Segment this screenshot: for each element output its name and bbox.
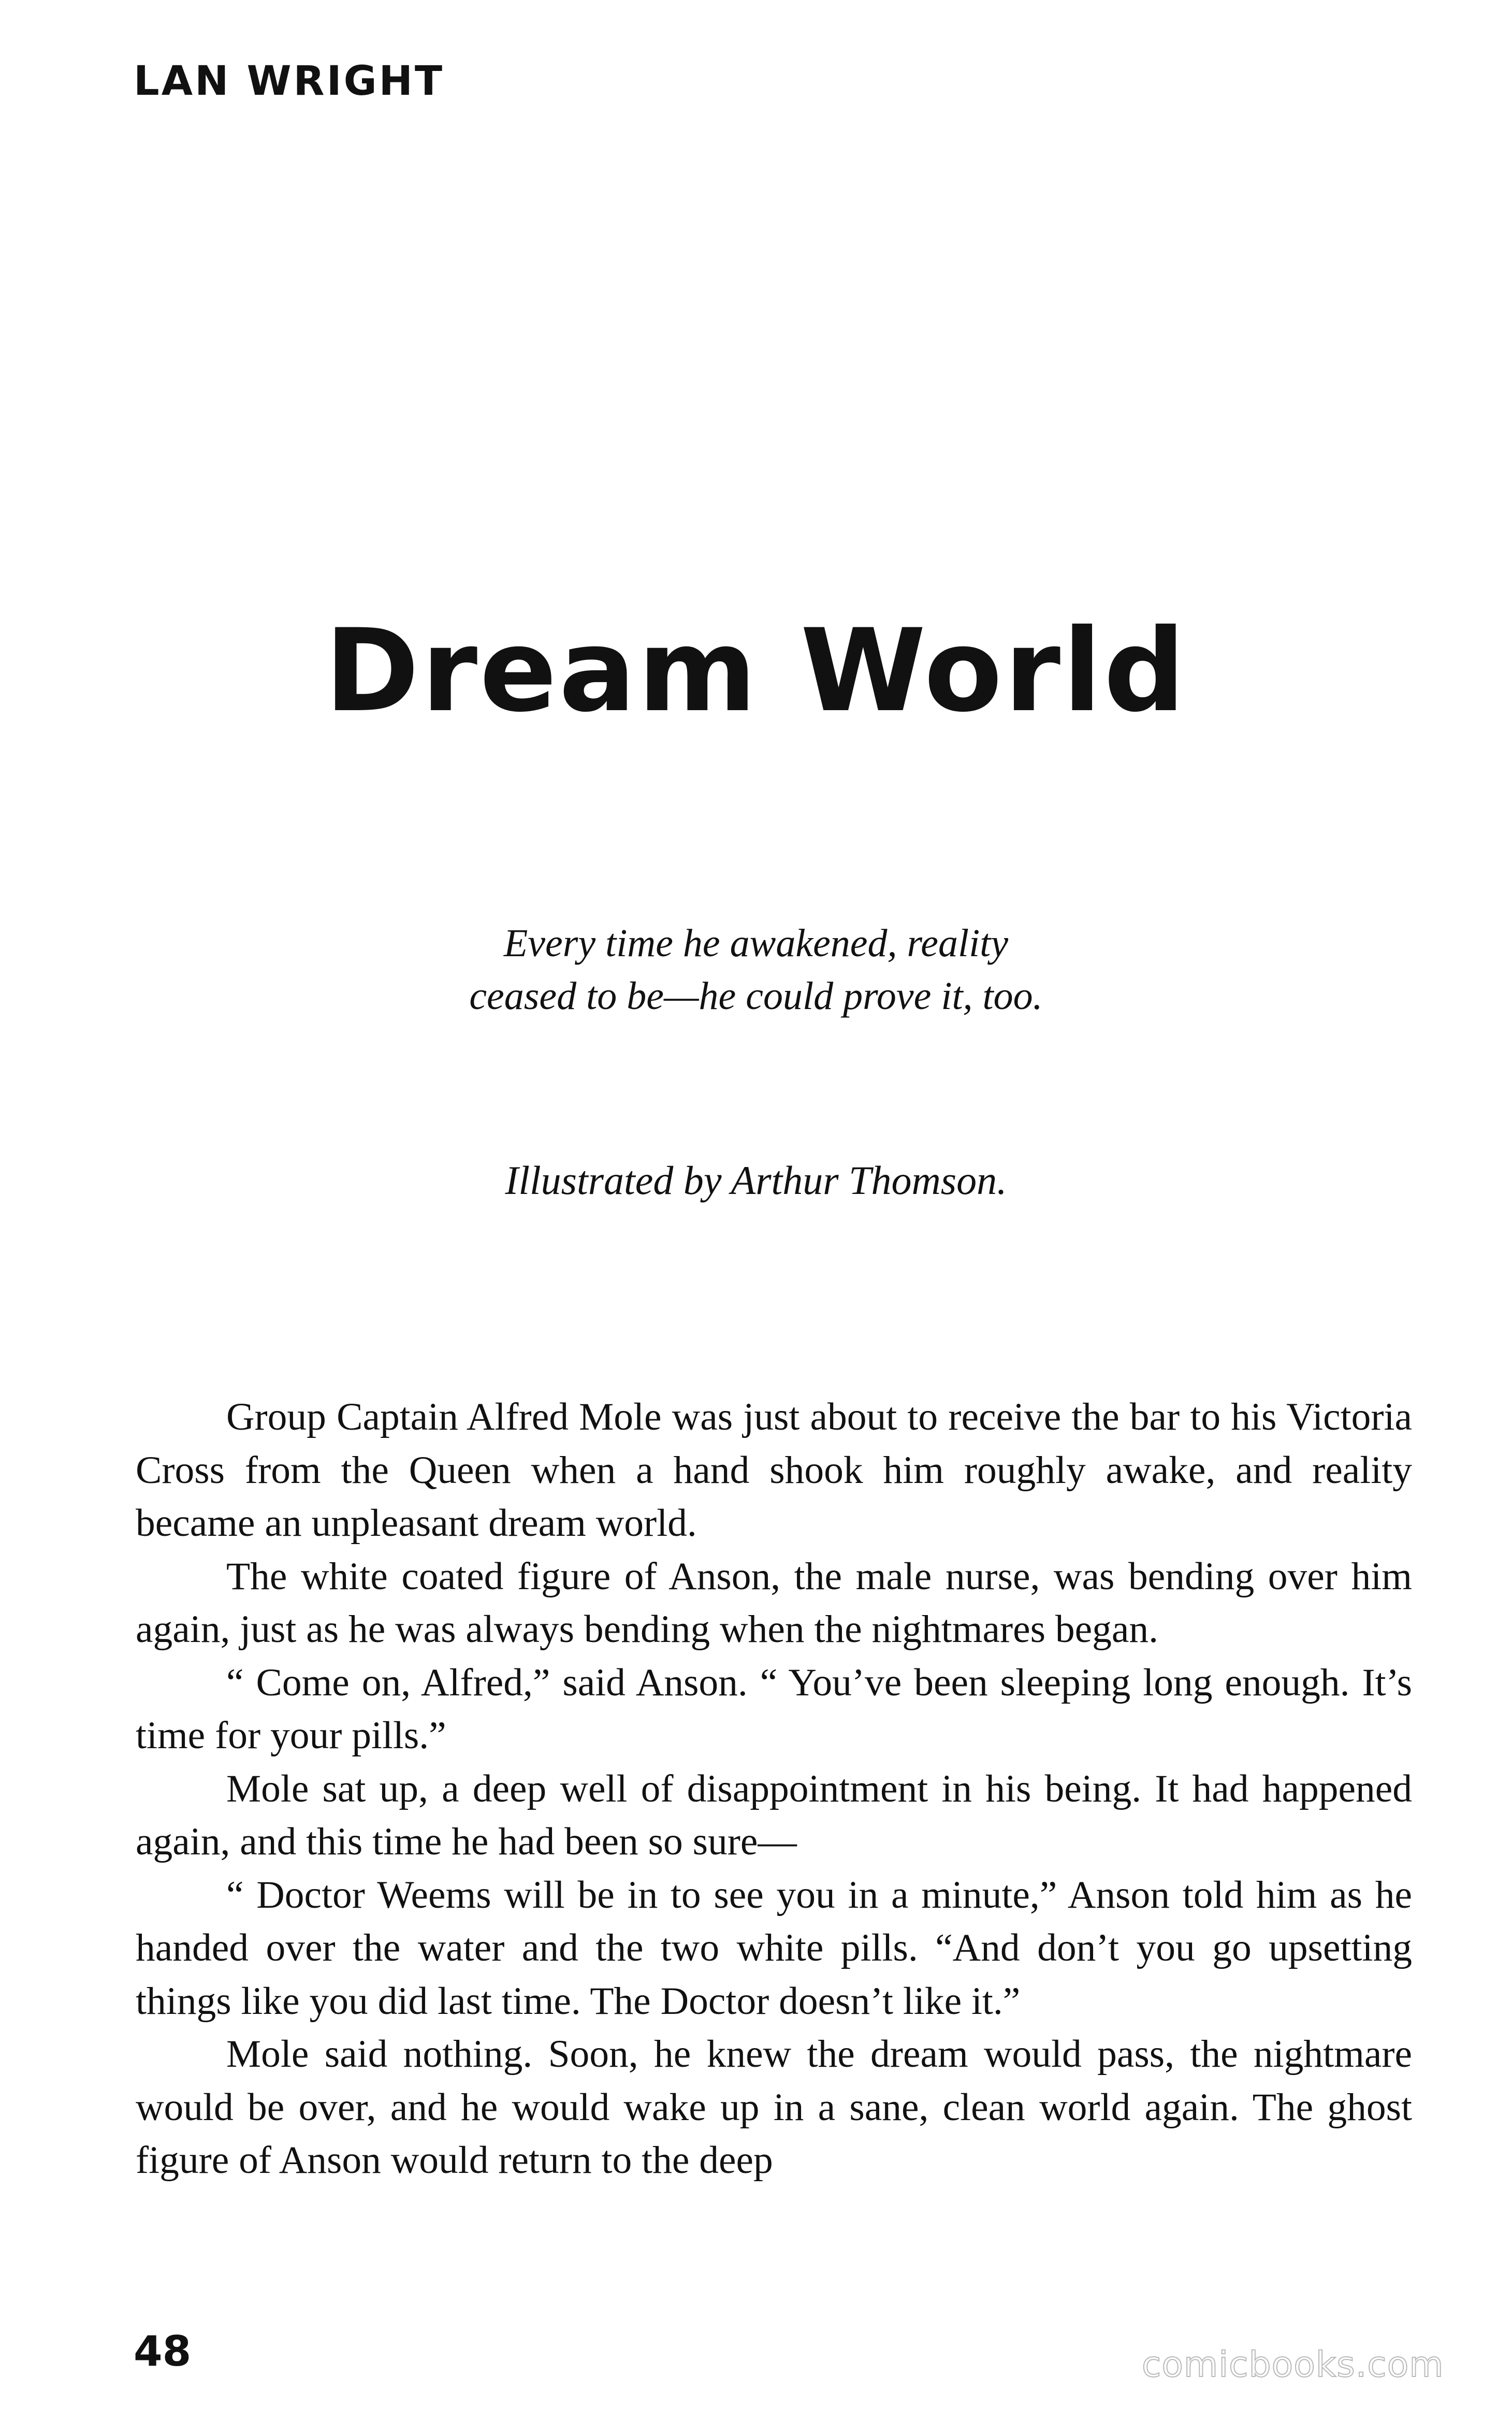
story-title: Dream World	[325, 604, 1187, 737]
site-watermark: comicbooks.com	[1142, 2344, 1444, 2385]
paragraph: The white coated figure of Anson, the male nurse, was bending over him again, just as he was always bending when the nightmares began.	[136, 1554, 1412, 1651]
paragraph: “ Come on, Alfred,” said Anson. “ You’ve been sleeping long enough. It’s time for your pills.”	[136, 1661, 1412, 1757]
blurb-line: Every time he awakened, reality	[503, 921, 1009, 965]
story-body	[136, 1391, 1412, 2187]
illustrator-credit: Illustrated by Arthur Thomson.	[505, 1158, 1007, 1203]
blurb-line: ceased to be—he could prove it, too.	[469, 974, 1043, 1018]
author-byline: LAN WRIGHT	[134, 58, 445, 105]
page-number: 48	[134, 2327, 192, 2375]
paragraph: Group Captain Alfred Mole was just about to receive the bar to his Victoria Cross from the Queen when a hand shook him roughly awake, and reality became an unpleasant dream world.	[136, 1395, 1412, 1545]
story-blurb	[0, 917, 1512, 1022]
paragraph: “ Doctor Weems will be in to see you in a minute,” Anson told him as he handed over the water and the two white pills. “And don’t you go upsetting things like you did last time. The Doctor doesn’t like it.”	[136, 1873, 1412, 2023]
paragraph: Mole said nothing. Soon, he knew the dream would pass, the nightmare would be over, and he would wake up in a sane, clean world again. The ghost figure of Anson would return to the deep	[136, 2033, 1412, 2182]
paragraph: Mole sat up, a deep well of disappointment in his being. It had happened again, and this time he had been so sure—	[136, 1767, 1412, 1863]
